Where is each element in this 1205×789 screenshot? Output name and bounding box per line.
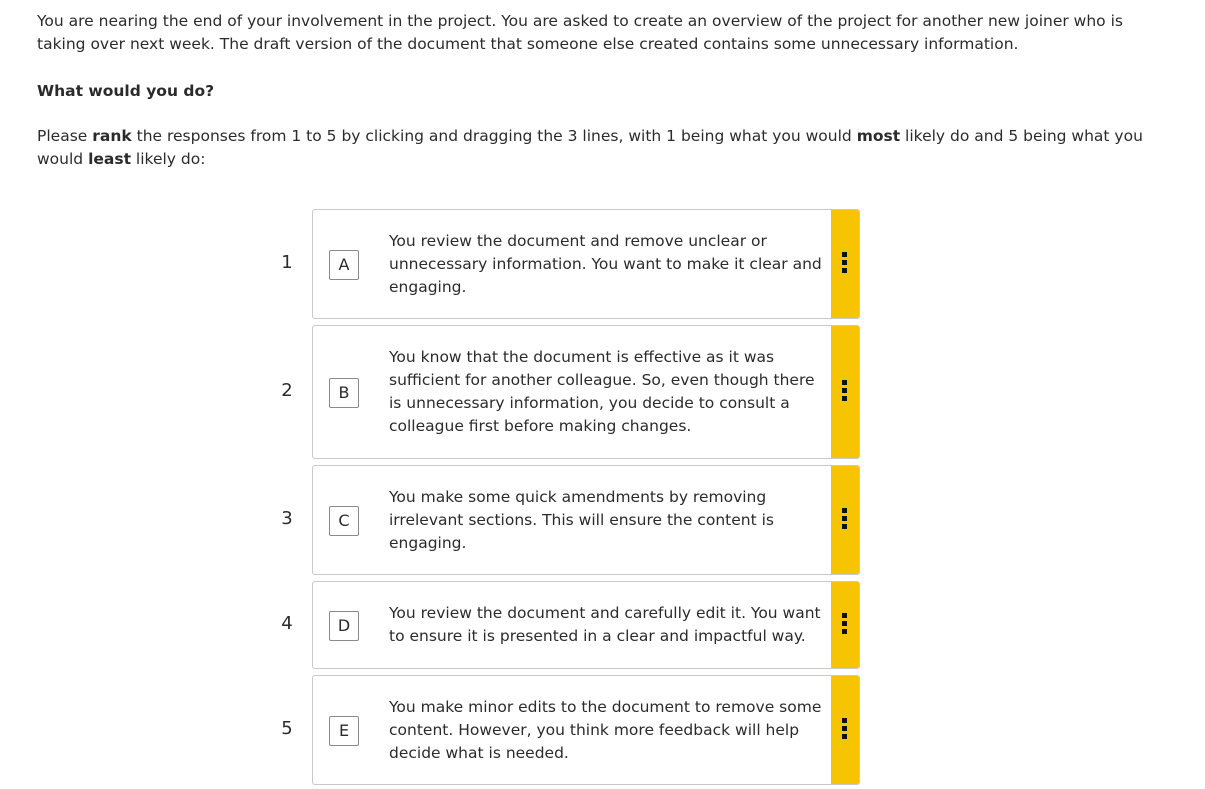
rank-row-5 [0,675,1205,785]
response-card-e[interactable] [312,675,860,785]
rank-row-4 [0,581,1205,669]
response-letter: D [329,611,359,641]
rank-number: 5 [281,718,293,739]
instruction-part-2: the responses from 1 to 5 by clicking and dragging the 3 lines, with 1 being what you would [131,127,857,145]
rank-row-3 [0,465,1205,575]
response-letter: B [329,378,359,408]
instruction-text [37,125,1167,171]
response-letter: A [329,250,359,280]
response-card-b[interactable] [312,325,860,459]
rank-row-1 [0,209,1205,319]
response-text: You review the document and carefully edit it. You want to ensure it is presented in a clear and impactful way. [389,604,821,645]
scenario-text: You are nearing the end of your involvement in the project. You are asked to create an overview of the project for another new joiner who is taking over next week. The draft version of the document that someone else created contains some unnecessary information. [37,12,1123,53]
response-letter: C [329,506,359,536]
drag-handle-icon[interactable] [831,466,859,574]
drag-handle-icon[interactable] [831,210,859,318]
rank-row-2 [0,325,1205,459]
response-card-a[interactable] [312,209,860,319]
rank-number: 1 [281,252,293,273]
instruction-part-1: Please [37,127,93,145]
response-letter: E [329,716,359,746]
instruction-bold-least: least [88,150,131,168]
response-text: You know that the document is effective as it was sufficient for another colleague. So, even though there is unnecessary information, you decide to consult a colleague first before making changes. [389,348,815,435]
instruction-bold-most: most [856,127,901,145]
response-card-c[interactable] [312,465,860,575]
response-text: You make minor edits to the document to remove some content. However, you think more feedback will help decide what is needed. [389,698,822,762]
instruction-part-4: likely do: [130,150,206,168]
drag-handle-icon[interactable] [831,676,859,784]
drag-handle-icon[interactable] [831,582,859,668]
rank-number: 3 [281,508,293,529]
instruction-part-3: likely do and 5 being what you would [37,127,1143,168]
question-heading: What would you do? [37,82,215,100]
rank-number: 2 [281,380,293,401]
response-text: You review the document and remove unclear or unnecessary information. You want to make it clear and engaging. [389,232,822,296]
response-text: You make some quick amendments by removing irrelevant sections. This will ensure the content is engaging. [389,488,774,552]
response-card-d[interactable] [312,581,860,669]
rank-number: 4 [281,613,293,634]
drag-handle-icon[interactable] [831,326,859,458]
instruction-bold-rank: rank [92,127,132,145]
